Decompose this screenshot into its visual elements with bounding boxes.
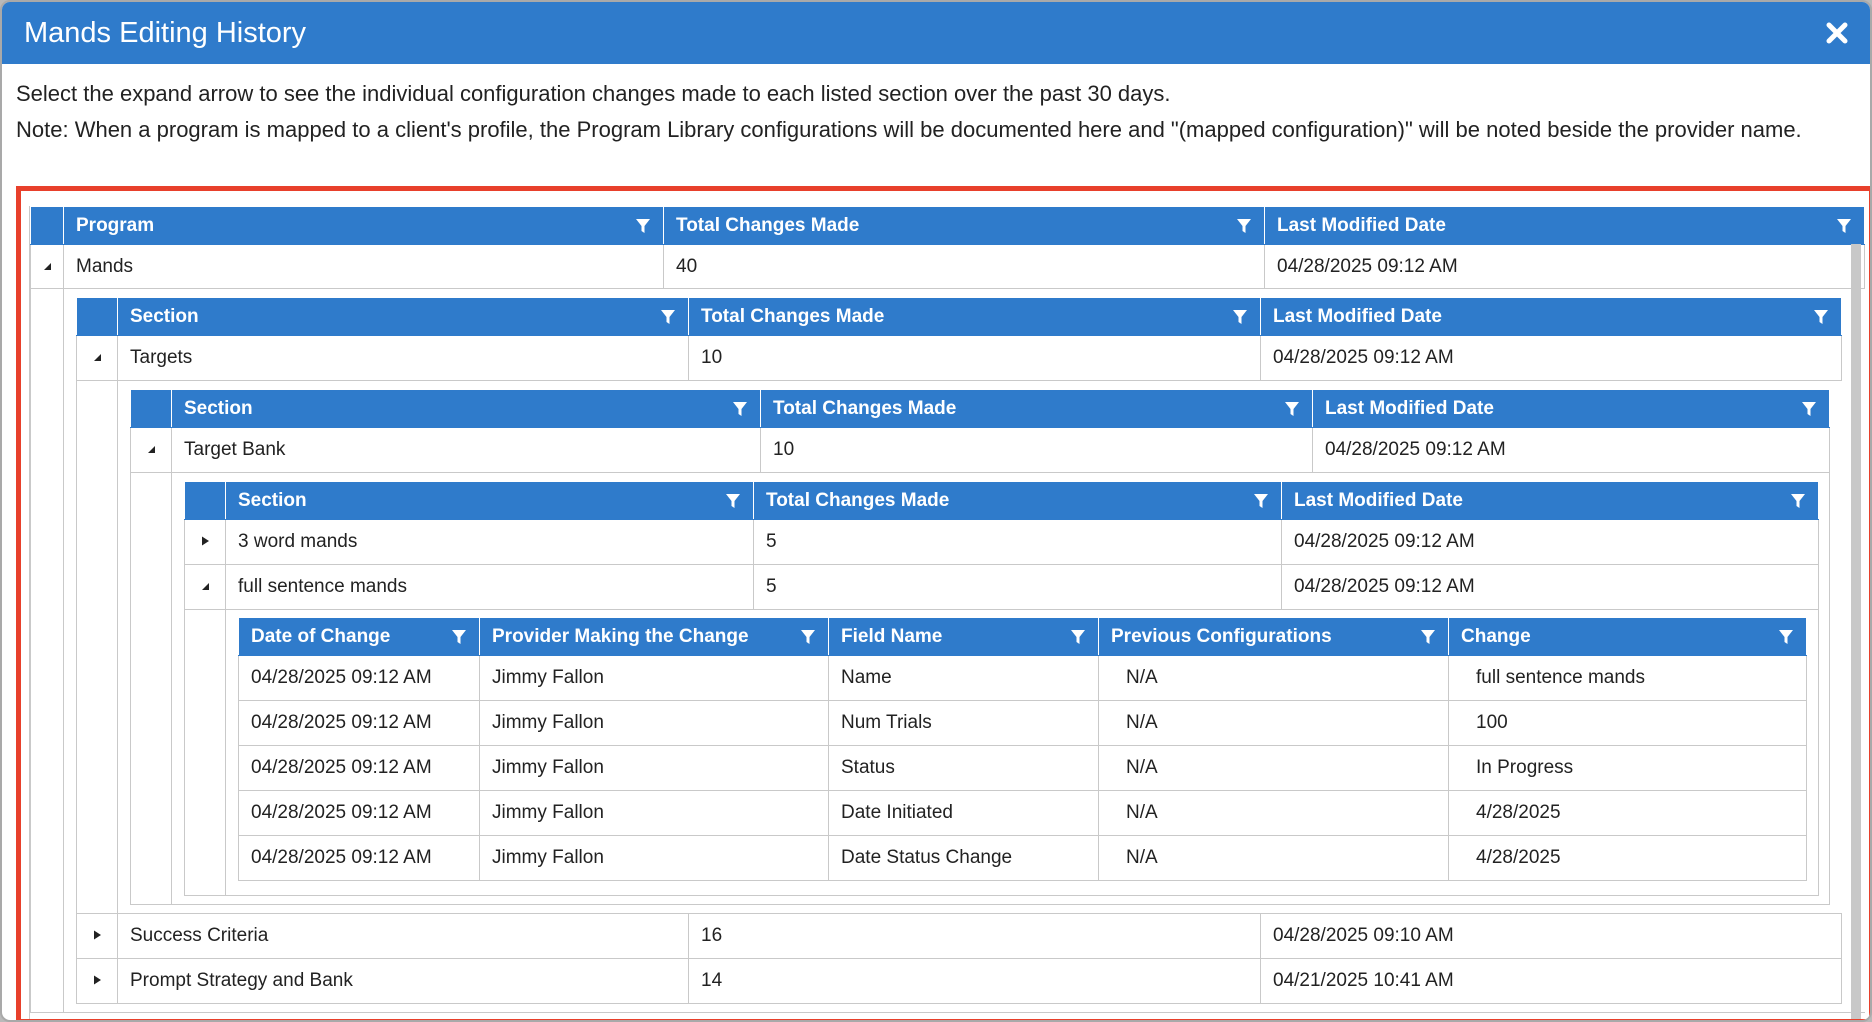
column-header-date-of-change[interactable]: Date of Change <box>239 618 480 656</box>
expand-column-header <box>131 390 172 428</box>
section-last-modified: 04/28/2025 09:12 AM <box>1261 336 1842 381</box>
change-row[interactable] <box>239 791 1807 836</box>
section-row-success-criteria[interactable] <box>77 914 1842 959</box>
change-row[interactable] <box>239 836 1807 881</box>
expand-toggle[interactable] <box>77 336 118 381</box>
dialog-title: Mands Editing History <box>24 16 307 49</box>
section-total-changes: 10 <box>761 428 1313 473</box>
filter-icon[interactable] <box>1778 629 1794 645</box>
change-previous: N/A <box>1099 791 1449 836</box>
column-header-provider[interactable]: Provider Making the Change <box>480 618 829 656</box>
expand-arrow-icon <box>91 974 103 986</box>
change-field: Date Status Change <box>829 836 1099 881</box>
indent-cell <box>31 289 64 1013</box>
change-field: Status <box>829 746 1099 791</box>
collapse-arrow-icon <box>91 351 103 363</box>
filter-icon[interactable] <box>1236 218 1252 234</box>
program-grid <box>30 206 1865 1013</box>
section-total-changes: 10 <box>689 336 1261 381</box>
change-date: 04/28/2025 09:12 AM <box>239 701 480 746</box>
section-name: Success Criteria <box>118 914 689 959</box>
filter-icon[interactable] <box>1813 309 1829 325</box>
section-total-changes: 16 <box>689 914 1261 959</box>
filter-icon[interactable] <box>1284 401 1300 417</box>
change-row[interactable] <box>239 746 1807 791</box>
section-grid <box>76 297 1842 1004</box>
targets-grid <box>184 481 1819 896</box>
program-total-changes: 40 <box>664 245 1265 289</box>
detail-cell <box>172 473 1830 905</box>
target-row[interactable] <box>185 520 1819 565</box>
column-header-change[interactable]: Change <box>1449 618 1807 656</box>
change-value: 4/28/2025 <box>1449 791 1807 836</box>
change-value: full sentence mands <box>1449 656 1807 701</box>
change-provider: Jimmy Fallon <box>480 746 829 791</box>
section-total-changes: 14 <box>689 959 1261 1004</box>
target-name: 3 word mands <box>226 520 754 565</box>
change-date: 04/28/2025 09:12 AM <box>239 656 480 701</box>
detail-cell <box>64 289 1865 1013</box>
filter-icon[interactable] <box>635 218 651 234</box>
close-icon[interactable] <box>1824 20 1850 46</box>
instruction-line: Select the expand arrow to see the individual configuration changes made to each listed section over the past 30 days. <box>16 81 1171 106</box>
note-line: Note: When a program is mapped to a client's profile, the Program Library configurations will be documented here and "(mapped configuration)" will be noted beside the provider name. <box>16 117 1802 142</box>
dialog-titlebar <box>2 2 1870 64</box>
column-header-section[interactable]: Section <box>172 390 761 428</box>
section-name: Targets <box>118 336 689 381</box>
change-row[interactable] <box>239 701 1807 746</box>
expand-arrow-icon <box>91 929 103 941</box>
change-field: Num Trials <box>829 701 1099 746</box>
filter-icon[interactable] <box>1232 309 1248 325</box>
expand-column-header <box>185 482 226 520</box>
collapse-arrow-icon <box>41 260 53 272</box>
grid-scroll-area <box>29 206 1861 1019</box>
column-header-section[interactable]: Section <box>226 482 754 520</box>
column-header-program[interactable]: Program <box>64 207 664 245</box>
change-value: 100 <box>1449 701 1807 746</box>
change-previous: N/A <box>1099 656 1449 701</box>
indent-cell <box>77 381 118 914</box>
collapse-arrow-icon <box>145 443 157 455</box>
change-value: 4/28/2025 <box>1449 836 1807 881</box>
expand-toggle[interactable] <box>185 565 226 610</box>
vertical-scrollbar[interactable] <box>1851 242 1861 1019</box>
section-row-target-bank[interactable] <box>131 428 1830 473</box>
expand-toggle[interactable] <box>131 428 172 473</box>
program-last-modified: 04/28/2025 09:12 AM <box>1265 245 1865 289</box>
change-field: Name <box>829 656 1099 701</box>
change-date: 04/28/2025 09:12 AM <box>239 836 480 881</box>
changes-grid <box>238 617 1807 881</box>
expand-toggle[interactable] <box>77 914 118 959</box>
filter-icon[interactable] <box>1790 493 1806 509</box>
change-previous: N/A <box>1099 836 1449 881</box>
filter-icon[interactable] <box>1801 401 1817 417</box>
change-provider: Jimmy Fallon <box>480 656 829 701</box>
target-name: full sentence mands <box>226 565 754 610</box>
column-header-last-modified[interactable]: Last Modified Date <box>1265 207 1865 245</box>
filter-icon[interactable] <box>1420 629 1436 645</box>
column-header-last-modified[interactable]: Last Modified Date <box>1313 390 1830 428</box>
target-last-modified: 04/28/2025 09:12 AM <box>1282 520 1819 565</box>
target-bank-grid <box>130 389 1830 905</box>
change-date: 04/28/2025 09:12 AM <box>239 746 480 791</box>
change-provider: Jimmy Fallon <box>480 791 829 836</box>
filter-icon[interactable] <box>732 401 748 417</box>
section-row-prompt-strategy[interactable] <box>77 959 1842 1004</box>
change-provider: Jimmy Fallon <box>480 836 829 881</box>
target-total-changes: 5 <box>754 520 1282 565</box>
column-header-last-modified[interactable]: Last Modified Date <box>1282 482 1819 520</box>
change-row[interactable] <box>239 656 1807 701</box>
section-row-targets[interactable] <box>77 336 1842 381</box>
indent-cell <box>131 473 172 905</box>
filter-icon[interactable] <box>725 493 741 509</box>
filter-icon[interactable] <box>800 629 816 645</box>
filter-icon[interactable] <box>451 629 467 645</box>
expand-toggle[interactable] <box>77 959 118 1004</box>
expand-column-header <box>77 298 118 336</box>
column-header-total-changes[interactable]: Total Changes Made <box>689 298 1261 336</box>
column-header-total-changes[interactable]: Total Changes Made <box>664 207 1265 245</box>
column-header-previous-config[interactable]: Previous Configurations <box>1099 618 1449 656</box>
change-date: 04/28/2025 09:12 AM <box>239 791 480 836</box>
change-previous: N/A <box>1099 746 1449 791</box>
column-header-total-changes[interactable]: Total Changes Made <box>761 390 1313 428</box>
section-last-modified: 04/21/2025 10:41 AM <box>1261 959 1842 1004</box>
filter-icon[interactable] <box>660 309 676 325</box>
expand-toggle[interactable] <box>185 520 226 565</box>
target-total-changes: 5 <box>754 565 1282 610</box>
dialog-instructions <box>2 64 1870 148</box>
expand-column-header <box>31 207 64 245</box>
expand-toggle[interactable] <box>31 245 64 289</box>
detail-cell <box>118 381 1842 914</box>
section-name: Target Bank <box>172 428 761 473</box>
detail-cell <box>226 610 1819 896</box>
column-header-field-name[interactable]: Field Name <box>829 618 1099 656</box>
expand-arrow-icon <box>199 535 211 547</box>
filter-icon[interactable] <box>1836 218 1852 234</box>
change-value: In Progress <box>1449 746 1807 791</box>
column-header-last-modified[interactable]: Last Modified Date <box>1261 298 1842 336</box>
change-provider: Jimmy Fallon <box>480 701 829 746</box>
section-name: Prompt Strategy and Bank <box>118 959 689 1004</box>
change-previous: N/A <box>1099 701 1449 746</box>
column-header-total-changes[interactable]: Total Changes Made <box>754 482 1282 520</box>
target-row[interactable] <box>185 565 1819 610</box>
filter-icon[interactable] <box>1253 493 1269 509</box>
history-grid-container <box>16 186 1872 1022</box>
section-last-modified: 04/28/2025 09:10 AM <box>1261 914 1842 959</box>
indent-cell <box>185 610 226 896</box>
column-header-section[interactable]: Section <box>118 298 689 336</box>
change-field: Date Initiated <box>829 791 1099 836</box>
collapse-arrow-icon <box>199 580 211 592</box>
program-row[interactable] <box>31 245 1865 289</box>
program-name: Mands <box>64 245 664 289</box>
section-last-modified: 04/28/2025 09:12 AM <box>1313 428 1830 473</box>
filter-icon[interactable] <box>1070 629 1086 645</box>
target-last-modified: 04/28/2025 09:12 AM <box>1282 565 1819 610</box>
